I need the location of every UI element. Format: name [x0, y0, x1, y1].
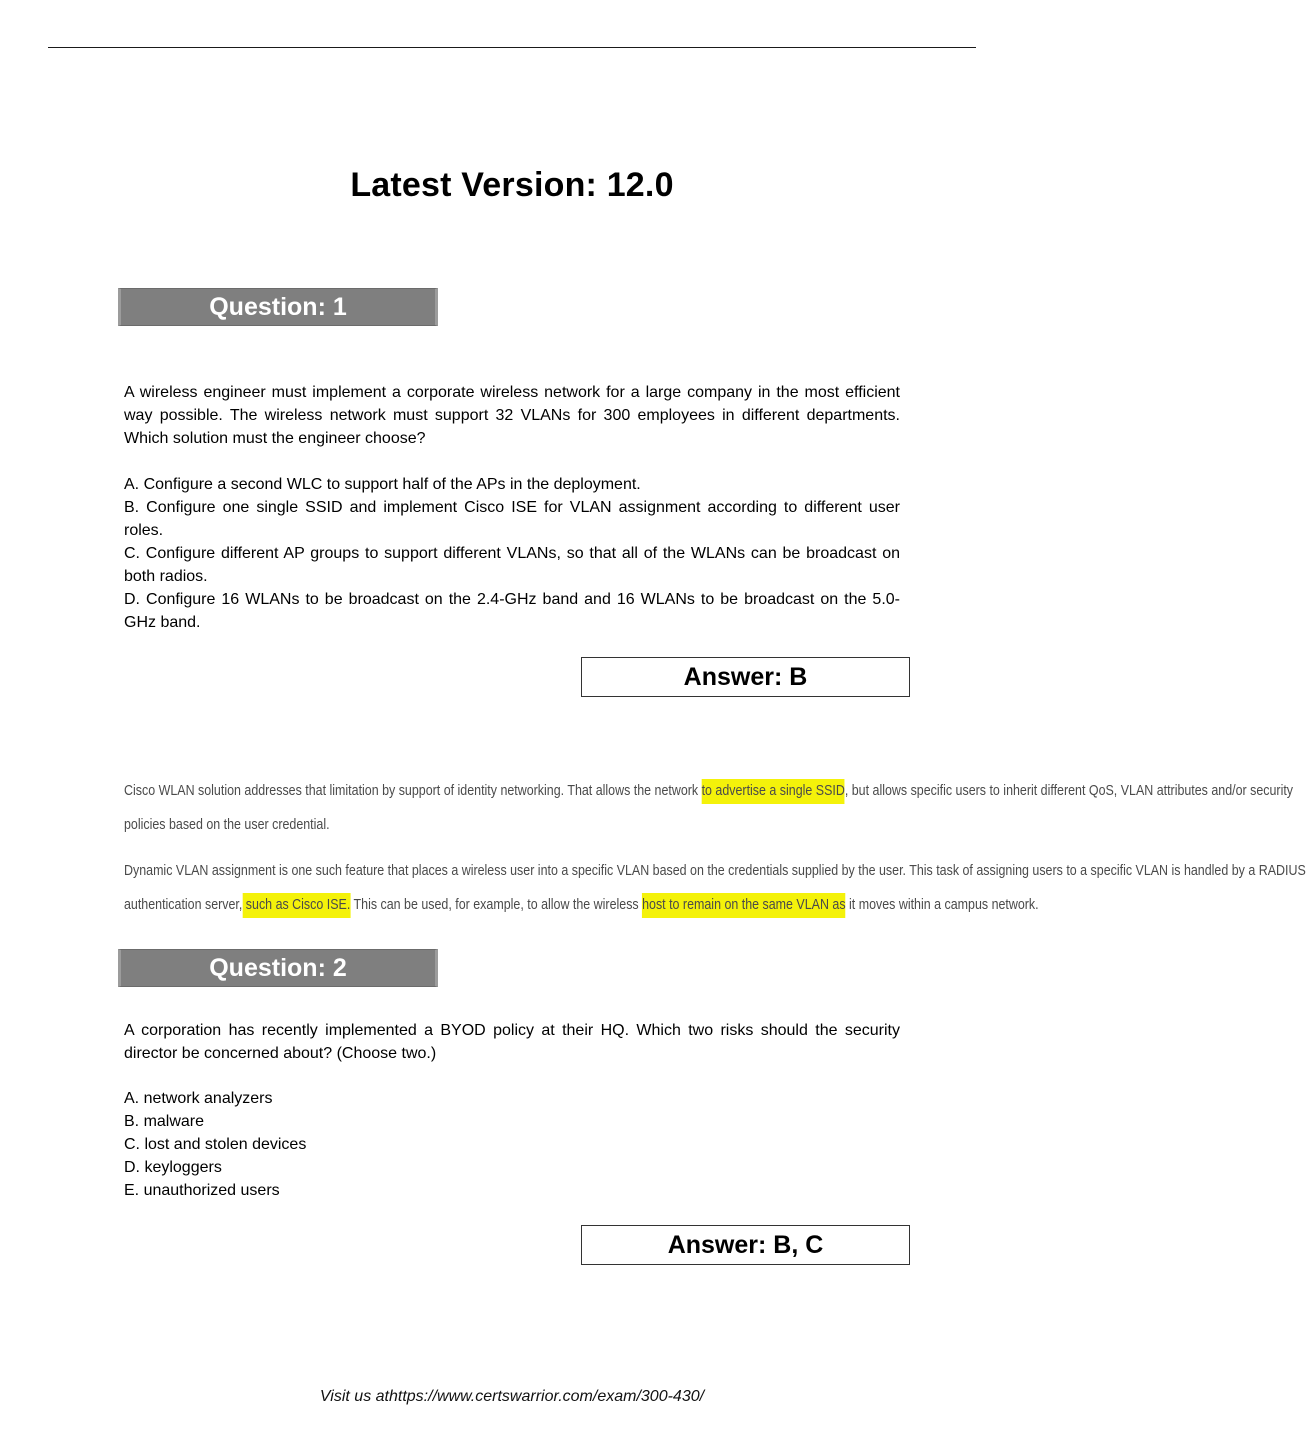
explanation-excerpt	[124, 774, 1306, 922]
question-1-answer: Answer: B	[581, 657, 910, 697]
question-1-header: Question: 1	[118, 288, 438, 326]
explanation-text: , but allows specific users to inherit different QoS, VLAN attributes and/or security	[844, 782, 1294, 799]
explanation-line	[124, 808, 791, 842]
question-1-stem: A wireless engineer must implement a corporate wireless network for a large company in the most efficient way possible. The wireless network must support 32 VLANs for 300 employees in different departments. Which solution must the engineer choose?	[124, 384, 900, 447]
question-2-answer: Answer: B, C	[581, 1225, 910, 1265]
explanation-line	[124, 774, 1294, 808]
question-1-option-b: B. Configure one single SSID and implement Cisco ISE for VLAN assignment according to different user roles.	[124, 499, 900, 539]
question-2-option-c: C. lost and stolen devices	[124, 1136, 307, 1153]
question-2-text	[124, 1019, 900, 1065]
explanation-text: it moves within a campus network.	[845, 896, 1039, 913]
question-2-option-d: D. keyloggers	[124, 1159, 222, 1176]
question-1-option-c: C. Configure different AP groups to support different VLANs, so that all of the WLANs can be broadcast on both radios.	[124, 545, 900, 585]
page-title: Latest Version: 12.0	[350, 166, 674, 204]
question-2-option-b: B. malware	[124, 1113, 205, 1130]
question-2-stem: A corporation has recently implemented a BYOD policy at their HQ. Which two risks should the security director be concerned about? (Choose two.)	[124, 1022, 900, 1062]
question-2-options	[124, 1087, 900, 1202]
explanation-text: policies based on the user credential.	[124, 816, 330, 833]
explanation-text: Dynamic VLAN assignment is one such feature that places a wireless user into a specific VLAN based on the credentials supplied by the user. This task of assigning users to a specific VLAN is handled by a RADIUS	[124, 862, 1306, 879]
question-1-option-d: D. Configure 16 WLANs to be broadcast on the 2.4-GHz band and 16 WLANs to be broadcast on the 5.0-GHz band.	[124, 591, 900, 631]
question-1-options	[124, 473, 900, 634]
footer-link[interactable]: Visit us athttps://www.certswarrior.com/exam/300-430/	[319, 1388, 705, 1405]
explanation-line	[124, 888, 1039, 922]
explanation-highlight: such as Cisco ISE.	[242, 893, 350, 918]
explanation-text: Cisco WLAN solution addresses that limitation by support of identity networking. That allows the network	[124, 782, 702, 799]
question-1-option-a: A. Configure a second WLC to support half of the APs in the deployment.	[124, 476, 641, 493]
explanation-line	[124, 854, 1306, 888]
question-2-option-a: A. network analyzers	[124, 1090, 273, 1107]
explanation-highlight: host to remain on the same VLAN as	[642, 893, 845, 918]
explanation-highlight: to advertise a single SSID	[702, 779, 845, 804]
explanation-text: This can be used, for example, to allow the wireless	[350, 896, 643, 913]
top-rule	[48, 47, 976, 48]
question-1-text	[124, 381, 900, 450]
explanation-text: authentication server,	[124, 896, 243, 913]
question-2-option-e: E. unauthorized users	[124, 1182, 280, 1199]
question-2-header: Question: 2	[118, 949, 438, 987]
